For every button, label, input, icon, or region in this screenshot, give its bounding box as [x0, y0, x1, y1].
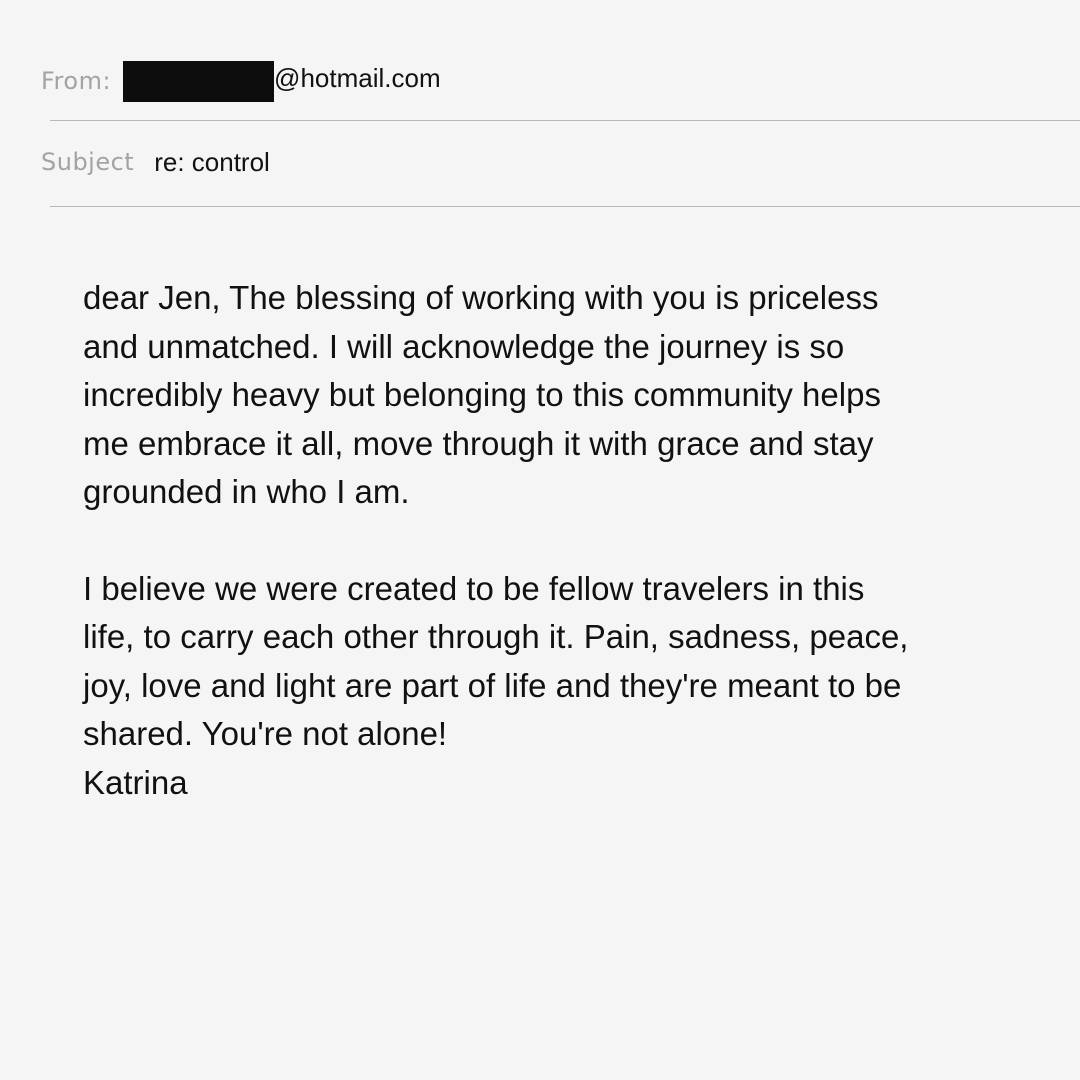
body-line: joy, love and light are part of life and they're meant to be	[83, 666, 902, 704]
body-line: and unmatched. I will acknowledge the journey is so	[83, 327, 845, 365]
body-line: life, to carry each other through it. Pain, sadness, peace,	[83, 618, 909, 655]
body-line: incredibly heavy but belonging to this community helps	[83, 376, 881, 413]
subject-label: Subject	[41, 148, 135, 176]
body-line: grounded in who I am.	[83, 473, 410, 510]
from-label: From:	[41, 67, 112, 95]
signature: Katrina	[83, 763, 188, 801]
header-divider	[50, 120, 1080, 121]
from-email-domain: @hotmail.com	[274, 62, 441, 93]
subject-divider	[50, 206, 1080, 207]
body-line: dear Jen, The blessing of working with you is priceless	[83, 279, 879, 316]
body-line: shared. You're not alone!	[83, 715, 448, 752]
email-body	[83, 274, 1003, 807]
redacted-sender-name	[123, 61, 274, 102]
subject-row	[41, 140, 270, 184]
body-line: I believe we were created to be fellow travelers in this	[83, 569, 865, 607]
body-line: me embrace it all, move through it with grace and stay	[83, 424, 874, 462]
subject-value: re: control	[154, 146, 270, 177]
paragraph-gap	[83, 517, 1003, 565]
from-row	[41, 58, 441, 104]
